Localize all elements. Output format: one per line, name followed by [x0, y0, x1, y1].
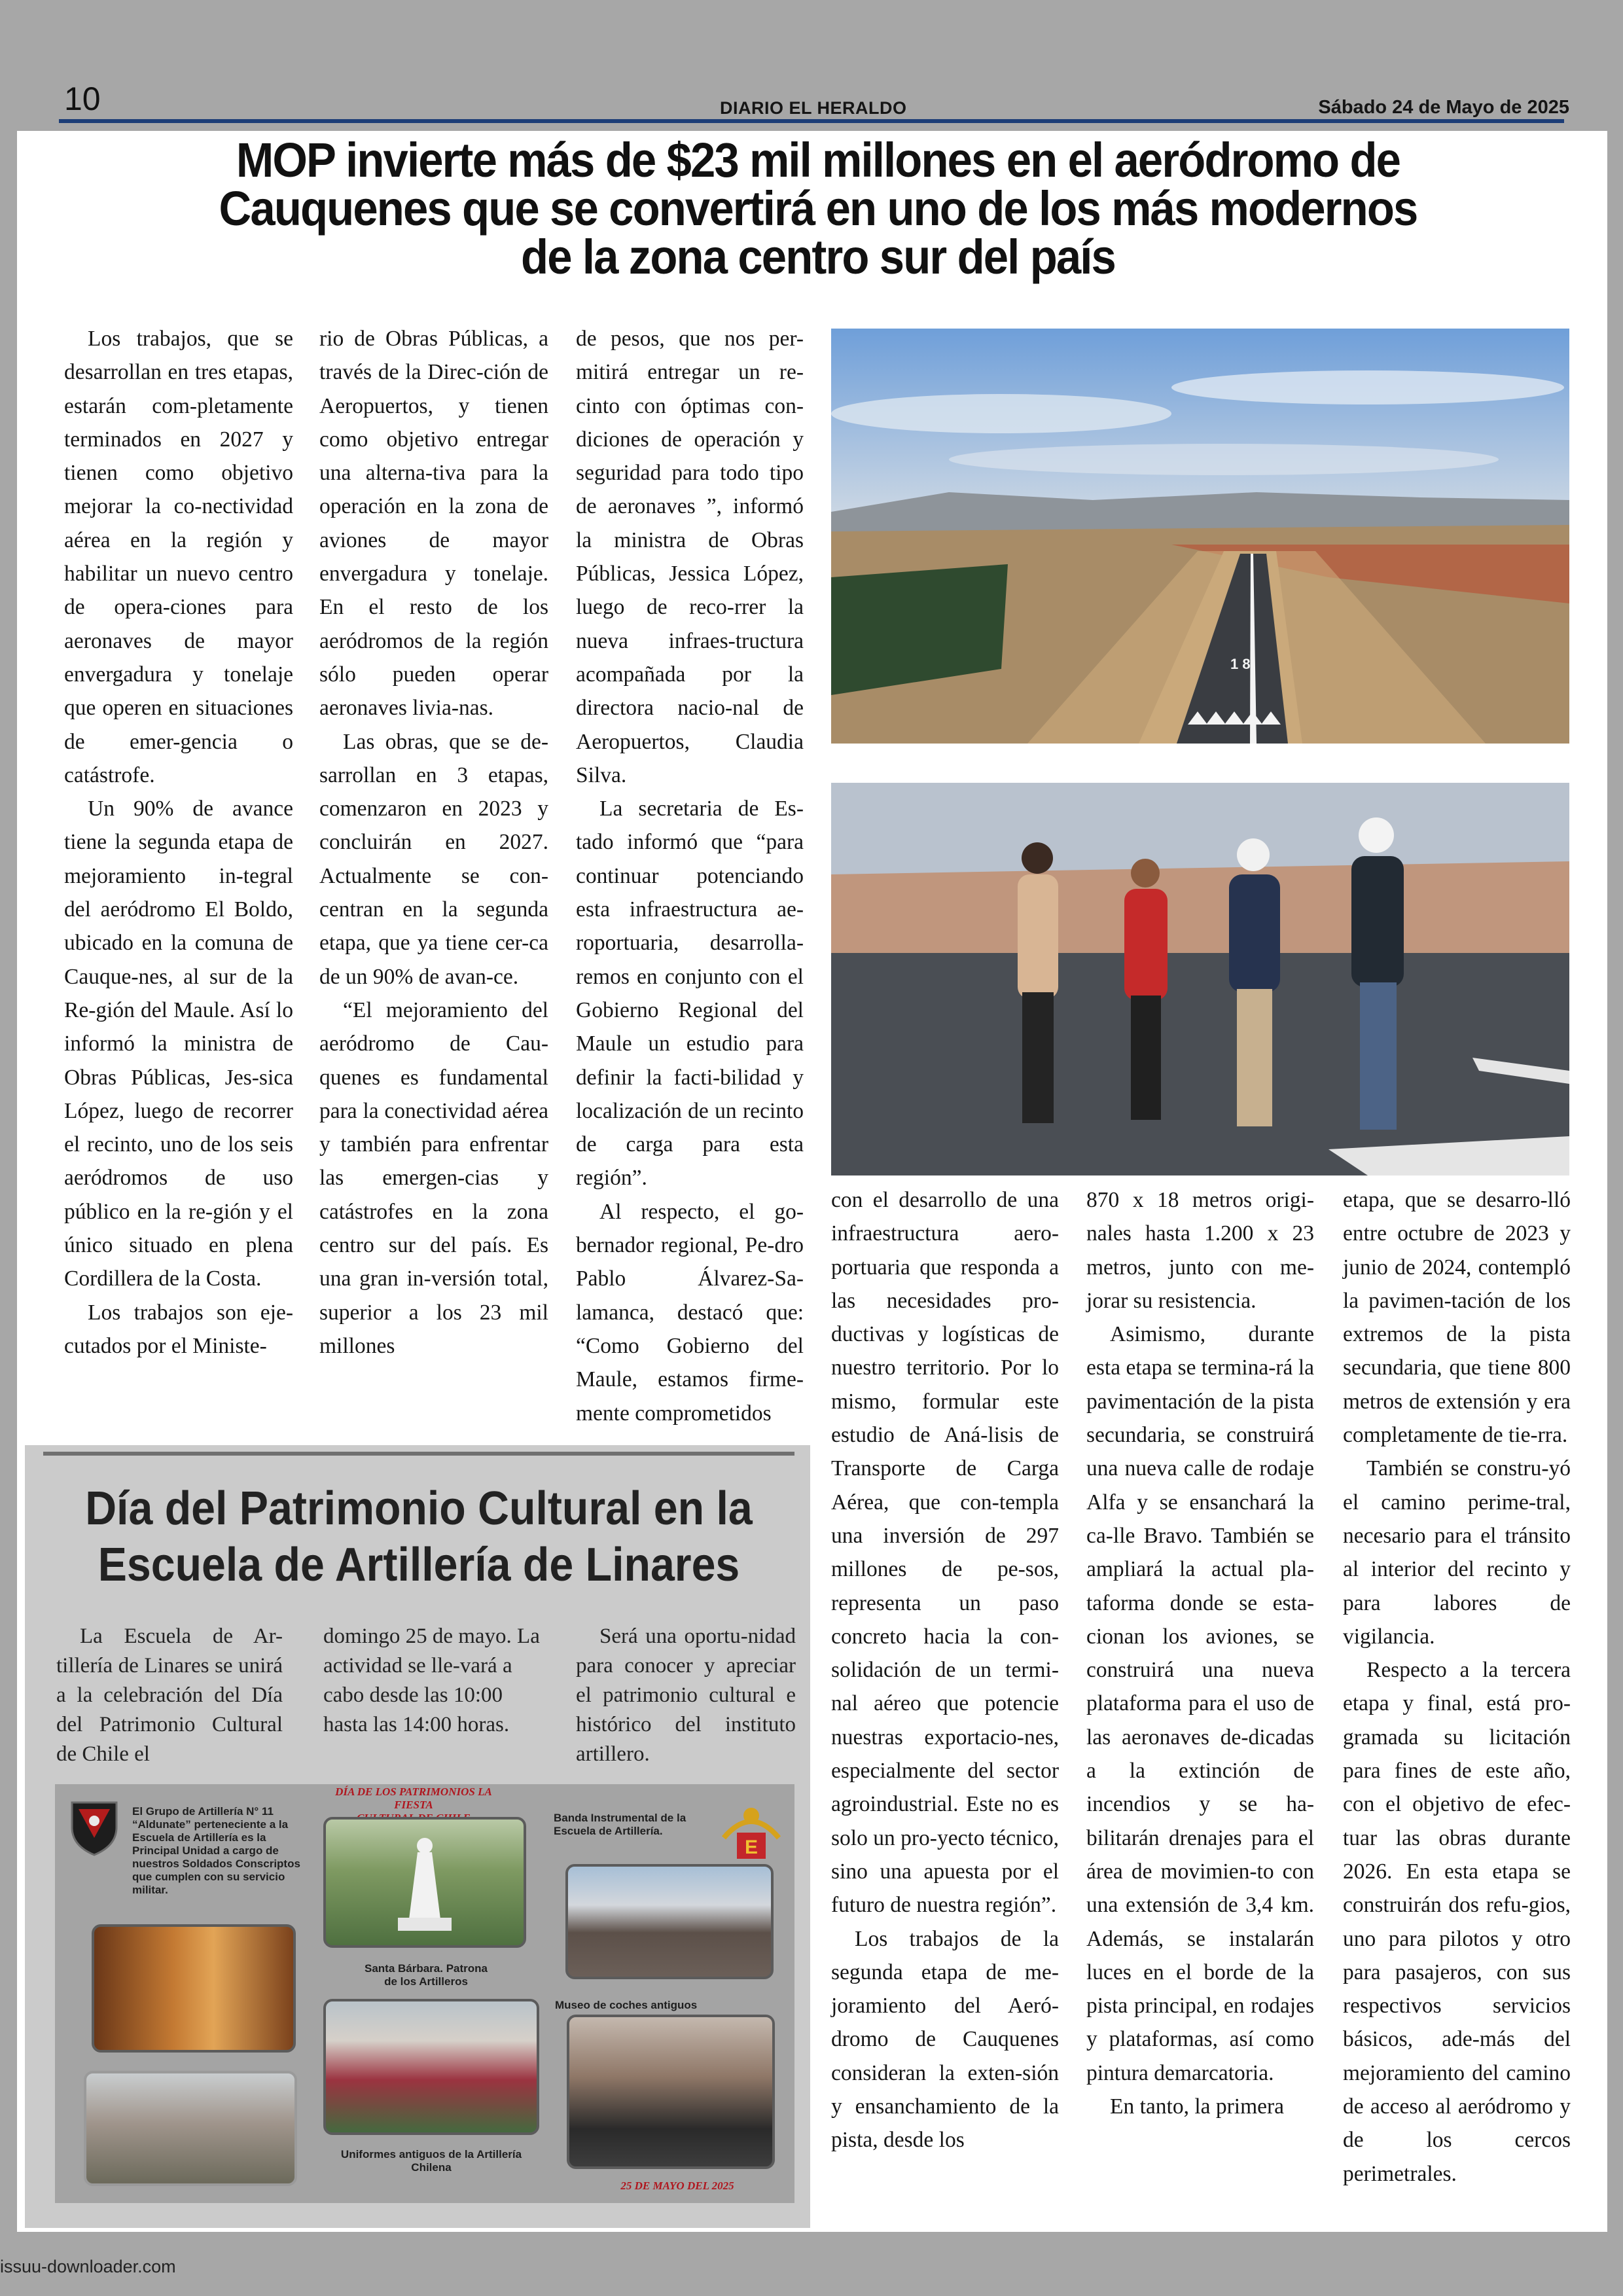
- headline-line: Cauquenes que se convertirá en uno de los más modernos: [219, 181, 1418, 236]
- paragraph: etapa, que se desarro-lló entre octubre de 2023 y junio de 2024, contempló la pavimen-tación de los extremos de la pista secundaria, que tiene 800 metros de extensión y era completamente de tie-rra.: [1343, 1188, 1571, 1448]
- runway-illustration: [831, 329, 1569, 744]
- paragraph: Asimismo, durante esta etapa se termina-rá la pavimentación de la pista secundaria, se construirá una nueva calle de rodaje Alfa y se ensanchará la ca-lle Bravo. También se ampliará la actual pla-taforma donde se esta-cionan los aviones, se construirá una nueva plataforma para el uso de las aeronaves de-dicadas a la extinción de incendios y se ha-bilitarán drenajes para el área de movimien-to con una extensión de 3,4 km. Además, se instalarán luces en el borde de la pista principal, en rodajes y plataformas, así como pintura demarcatoria.: [1086, 1322, 1314, 2085]
- paragraph: En tanto, la primera: [1110, 2094, 1285, 2119]
- secondary-column-3: [576, 1622, 796, 1769]
- uniforms-photo: [323, 1999, 539, 2135]
- box-rule: [43, 1452, 794, 1456]
- watermark: issuu-downloader.com: [0, 2257, 176, 2276]
- band-photo: [565, 1864, 774, 1979]
- header-rule: [59, 119, 1564, 123]
- newspaper-name: DIARIO EL HERALDO: [720, 98, 907, 118]
- poster-date: 25 DE MAYO DEL 2025: [620, 2179, 734, 2192]
- uniforms-caption: Uniformes antiguos de la Artillería Chilena: [340, 2148, 522, 2174]
- article-column-5: [1086, 1183, 1314, 2123]
- paragraph: Los trabajos son eje-cutados por el Ministe-: [64, 1300, 293, 1358]
- paragraph: domingo 25 de mayo. La actividad se lle-vará a cabo desde las 10:00 hasta las 14:00 horas.: [323, 1624, 540, 1736]
- article-column-3: [576, 322, 804, 1430]
- officials-illustration: [831, 783, 1569, 1175]
- headline-line: MOP invierte más de $23 mil millones en el aeródromo de: [236, 133, 1400, 187]
- page-number: 10: [64, 81, 101, 117]
- headline-line: de la zona centro sur del país: [521, 230, 1115, 284]
- paragraph: Respecto a la tercera etapa y final, está pro-gramada su licitación para fines de este año, con el objetivo de efec-tuar las obras durante 2026. En esta etapa se construirán dos refu-gios, uno para pilotos y otro para pasajeros, con sus respectivos servicios básicos, ade-más del mejoramiento del camino de acceso al aeródromo y de los cercos perimetrales.: [1343, 1658, 1571, 2186]
- secondary-column-2: [323, 1622, 546, 1740]
- paragraph: Las obras, que se de-sarrollan en 3 etapas, comenzaron en 2023 y concluirán en 2027. Actualmente se con-centran en la segunda etapa, que ya tiene cer-ca de un 90% de avan-ce.: [319, 729, 548, 989]
- soldiers-photo: [84, 2071, 297, 2186]
- artillery-badge-icon: [717, 1799, 785, 1864]
- museum-photo: [567, 2015, 775, 2169]
- shield-icon: [69, 1799, 119, 1857]
- main-headline: [130, 133, 1506, 284]
- issue-date: Sábado 24 de Mayo de 2025: [1318, 97, 1569, 118]
- paragraph: con el desarrollo de una infraestructura aero-portuaria que responda a las necesidades pro-ductivas y logísticas de nuestro territorio. Por lo mismo, formular este estudio de Aná-lisis de Transporte de Carga Aérea, que con-templa una inversión de 297 millones de pe-sos, representa un paso concreto hacia la con-solidación de un termi-nal aéreo que potencie nuestras exportacio-nes, especialmente del sector agroindustrial. Este no es solo un pro-yecto técnico, sino una apuesta por el futuro de nuestra región”.: [831, 1188, 1059, 1918]
- band-caption: Banda Instrumental de la Escuela de Artillería.: [554, 1812, 687, 1837]
- article-column-1: [64, 322, 293, 1363]
- paragraph: rio de Obras Públicas, a través de la Direc-ción de Aeropuertos, y tienen como objetivo entregar una alterna-tiva para la operación en la zona de aviones de mayor envergadura y tonelaje. En el resto de los aeródromos de la región sólo pueden operar aeronaves livia-nas.: [319, 327, 548, 721]
- article-column-4: [831, 1183, 1059, 2157]
- paragraph: Un 90% de avance tiene la segunda etapa de mejoramiento in-tegral del aeródromo El Boldo, ubicado en la comuna de Cauque-nes, al sur de la Re-gión del Maule. Así lo informó la ministra de Obras Públicas, Jes-sica López, luego de recorrer el recinto, uno de los seis aeródromos de uso público en la re-gión y el único situado en plena Cordillera de la Costa.: [64, 797, 293, 1291]
- badge-letter: E: [744, 1837, 758, 1858]
- poster-title-line: DÍA DE LOS PATRIMONIOS LA FIESTA: [335, 1785, 492, 1811]
- museum-caption: Museo de coches antiguos: [555, 1999, 698, 2011]
- secondary-headline: [69, 1480, 768, 1593]
- paragraph: La Escuela de Ar-tillería de Linares se unirá a la celebración del Día del Patrimonio Cultural de Chile el: [56, 1624, 283, 1766]
- santa-barbara-photo: [323, 1817, 526, 1948]
- article-column-6: [1343, 1183, 1571, 2191]
- headline-line: Día del Patrimonio Cultural en la: [85, 1482, 753, 1535]
- secondary-column-1: [56, 1622, 283, 1769]
- paragraph: 870 x 18 metros origi-nales hasta 1.200 x 23 metros, junto con me-jorar su resistencia.: [1086, 1188, 1314, 1313]
- paragraph: Los trabajos de la segunda etapa de me-joramiento del Aeró-dromo de Cauquenes consideran la exten-sión y ensanchamiento de la pista, desde los: [831, 1926, 1059, 2153]
- paragraph: La secretaria de Es-tado informó que “para continuar potenciando esta infraestructura ae-roportuaria, desarrolla-remos en conjunto con el Gobierno Regional del Maule un estudio para definir la facti-bilidad y localización de un recinto de carga para esta región”.: [576, 797, 804, 1191]
- article-column-2: [319, 322, 548, 1363]
- officials-photo: [831, 783, 1569, 1175]
- museum-interior-photo: [92, 1924, 296, 2053]
- heritage-poster: [55, 1784, 794, 2203]
- paragraph: También se constru-yó el camino perime-tral, necesario para el tránsito al interior del recinto y para labores de vigilancia.: [1343, 1456, 1571, 1649]
- runway-marking: 1 8: [1230, 656, 1251, 672]
- paragraph: Los trabajos, que se desarrollan en tres etapas, estarán com-pletamente terminados en 2027 y tienen como objetivo mejorar la co-nectividad aérea en la región y habilitar un nuevo centro de opera-ciones para aeronaves de mayor envergadura y tonelaje que operen en situaciones de emer-gencia o catástrofe.: [64, 327, 293, 787]
- paragraph: de pesos, que nos per-mitirá entregar un re-cinto con óptimas con-diciones de operación y seguridad para todo tipo de aeronaves ”, informó la ministra de Obras Públicas, Jessica López, luego de reco-rrer la nueva infraes-tructura acompañada por la directora nacio-nal de Aeropuertos, Claudia Silva.: [576, 327, 804, 787]
- poster-group-text: El Grupo de Artillería N° 11 “Aldunate” perteneciente a la Escuela de Artillería es la Principal Unidad a cargo de nuestros Soldados Conscriptos que cumplen con su servicio militar.: [132, 1805, 300, 1896]
- paragraph: Al respecto, el go-bernador regional, Pe-dro Pablo Álvarez-Sa-lamanca, destacó que: “Como Gobierno del Maule, estamos firme-mente comprometidos: [576, 1199, 804, 1426]
- paragraph: “El mejoramiento del aeródromo de Cau-quenes es fundamental para la conectividad aérea y también para enfrentar las emergen-cias y catástrofes en la zona centro sur del país. Es una gran in-versión total, superior a los 23 mil millones: [319, 997, 548, 1358]
- runway-photo: [831, 329, 1569, 744]
- headline-line: Escuela de Artillería de Linares: [98, 1539, 740, 1591]
- statue-illustration: [326, 1820, 524, 1945]
- santa-barbara-caption: Santa Bárbara. Patrona de los Artilleros: [364, 1962, 488, 1988]
- paragraph: Será una oportu-nidad para conocer y apreciar el patrimonio cultural e histórico del instituto artillero.: [576, 1624, 796, 1766]
